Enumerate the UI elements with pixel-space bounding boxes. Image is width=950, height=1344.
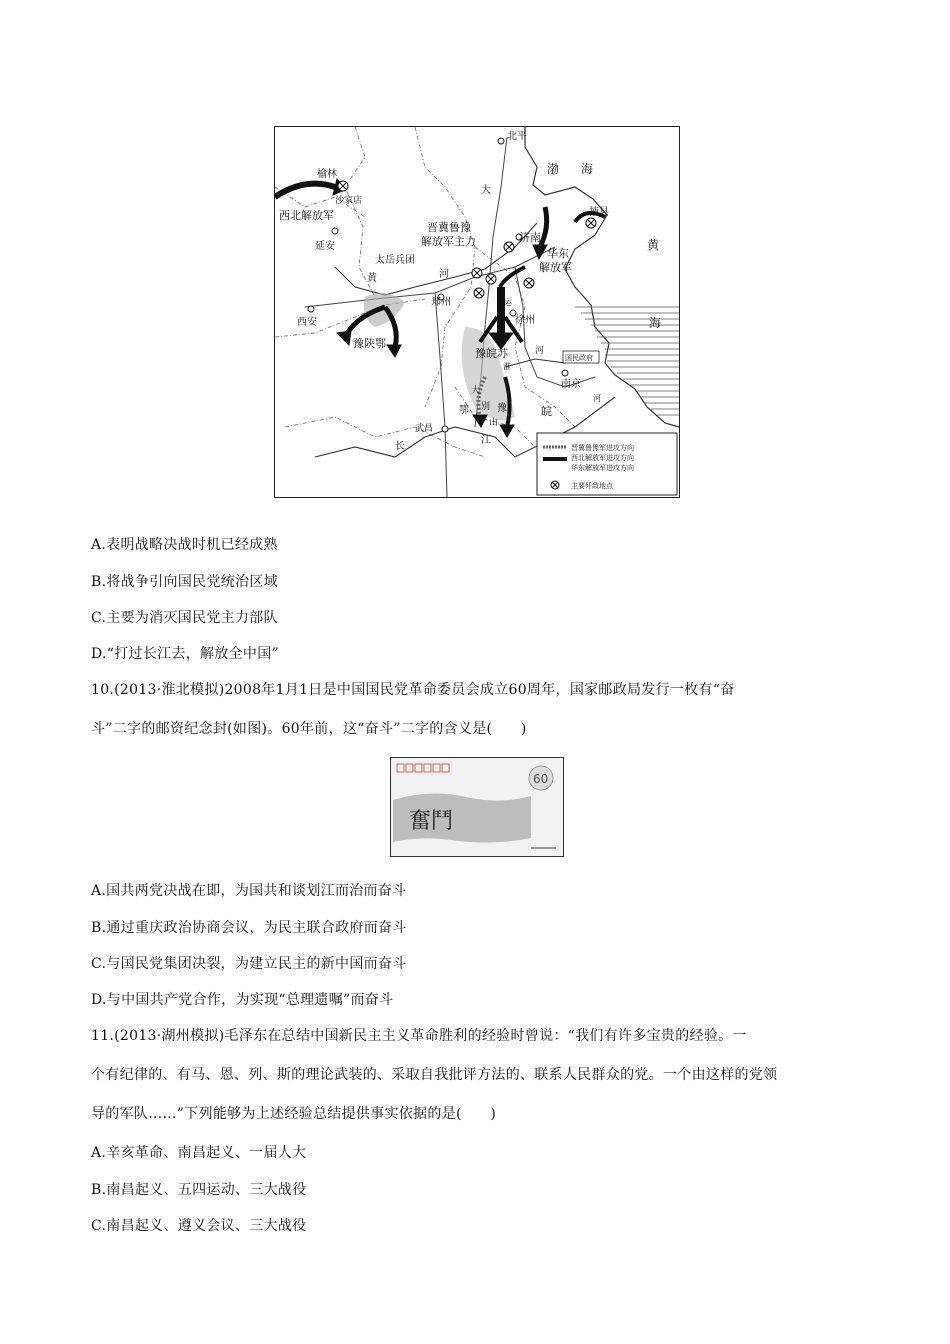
q10-option-d: D.与中国共产党合作，为实现“总理遗嘱”而奋斗 (91, 992, 394, 1008)
q9-option-a: A.表明战略决战时机已经成熟 (91, 537, 278, 553)
legend-item-1: 晋冀鲁豫军进攻方向 (571, 444, 634, 452)
label-e: 鄂 (459, 405, 469, 416)
label-huadong: 华东 (547, 247, 569, 260)
map-legend (537, 433, 677, 495)
place-labels (279, 130, 661, 452)
q10-option-b: B.通过重庆政治协商会议，为民主联合政府而奋斗 (91, 920, 407, 936)
label-yuwansu: 豫皖苏 (475, 347, 508, 360)
q11-option-c: C.南昌起义、遵义会议、三大战役 (91, 1218, 307, 1234)
q10-option-c: C.与国民党集团决裂，为建立民主的新中国而奋斗 (91, 956, 407, 972)
label-shajiadian: 沙家店 (335, 196, 363, 206)
q10-option-a: A.国共两党决战在即，为国共和谈划江而治而奋斗 (91, 883, 407, 899)
legend-item-2: 西北解放军进攻方向 (571, 454, 634, 462)
q9-option-d: D.“打过长江去，解放全中国” (91, 646, 279, 662)
label-huang2: 黄 (647, 238, 660, 252)
label-taiyue: 太岳兵团 (375, 255, 415, 266)
label-huang1: 黄 (367, 273, 377, 284)
label-yushane: 豫陕鄂 (353, 337, 386, 350)
q11-stem-line-1: 11.(2013·湖州模拟)毛泽东在总结中国新民主主义革命胜利的经验时曾说：“我们有许多宝贵的经验。一 (91, 1028, 747, 1044)
label-wuchang: 武昌 (415, 424, 434, 434)
label-chang: 长 (395, 441, 405, 452)
envelope-number: 60 (533, 772, 549, 786)
label-xibei-army: 西北解放军 (279, 209, 334, 222)
label-wan: 皖 (541, 405, 552, 418)
q11-stem-line-3: 导的军队……”下列能够为上述经验总结提供事实依据的是( ) (91, 1106, 497, 1122)
legend-item-3: 华东解放军进攻方向 (571, 464, 634, 472)
q9-option-b: B.将战争引向国民党统治区域 (91, 574, 278, 590)
q11-stem-line-2: 个有纪律的、有马、恩、列、斯的理论武装的、采取自我批评方法的、联系人民群众的党。一个由这样的党领 (91, 1067, 778, 1083)
label-yexian: 掖县 (589, 207, 609, 218)
label-jinjiluyu-2: 解放军主力 (421, 235, 476, 248)
label-guominzhengfu: 国民政府 (565, 354, 593, 362)
label-da2: 大 (471, 386, 481, 396)
label-jiang: 江 (481, 435, 491, 446)
label-yun: 运 (503, 298, 513, 308)
label-jinjiluyu: 晋冀鲁豫 (427, 221, 471, 234)
label-yanan: 延安 (315, 241, 335, 252)
label-yulin: 榆林 (317, 169, 337, 180)
label-nanjing: 南京 (561, 379, 581, 390)
postcode-boxes (397, 764, 449, 772)
commemorative-envelope-image (390, 757, 564, 857)
q11-option-a: A.辛亥革命、南昌起义、一届人大 (91, 1145, 307, 1161)
label-xuzhou: 徐州 (515, 315, 535, 326)
label-huai: 淮 (503, 362, 511, 371)
label-hai2: 海 (649, 316, 662, 330)
label-yu: 豫 (497, 403, 507, 414)
legend-item-4: 主要歼敌地点 (571, 482, 613, 490)
label-bohai: 渤 (547, 162, 560, 176)
label-shan: 山 (489, 418, 499, 428)
label-xian: 西安 (297, 317, 317, 328)
label-huadong-2: 解放军 (539, 261, 572, 274)
label-beiping: 北平 (507, 131, 527, 142)
label-zhengzhou: 郑州 (431, 297, 451, 308)
label-he2: 河 (535, 346, 545, 356)
q11-option-b: B.南昌起义、五四运动、三大战役 (91, 1182, 307, 1198)
label-hai1: 海 (581, 162, 594, 176)
war-map-figure (274, 126, 680, 498)
label-jinan: 济南 (519, 231, 541, 244)
label-da1: 大 (481, 185, 491, 196)
envelope-calligraphy: 奮鬥 (409, 809, 454, 834)
label-he1: 河 (439, 269, 449, 280)
label-he3: 河 (593, 394, 601, 403)
q10-stem-line-1: 10.(2013·淮北模拟)2008年1月1日是中国国民党革命委员会成立60周年，国家邮政局发行一枚有“奋 (91, 682, 735, 698)
q10-stem-line-2: 斗”二字的邮资纪念封(如图)。60年前，这“奋斗”二字的含义是( ) (91, 721, 527, 737)
label-bie: 别 (481, 402, 491, 412)
q9-option-c: C.主要为消灭国民党主力部队 (91, 610, 278, 626)
